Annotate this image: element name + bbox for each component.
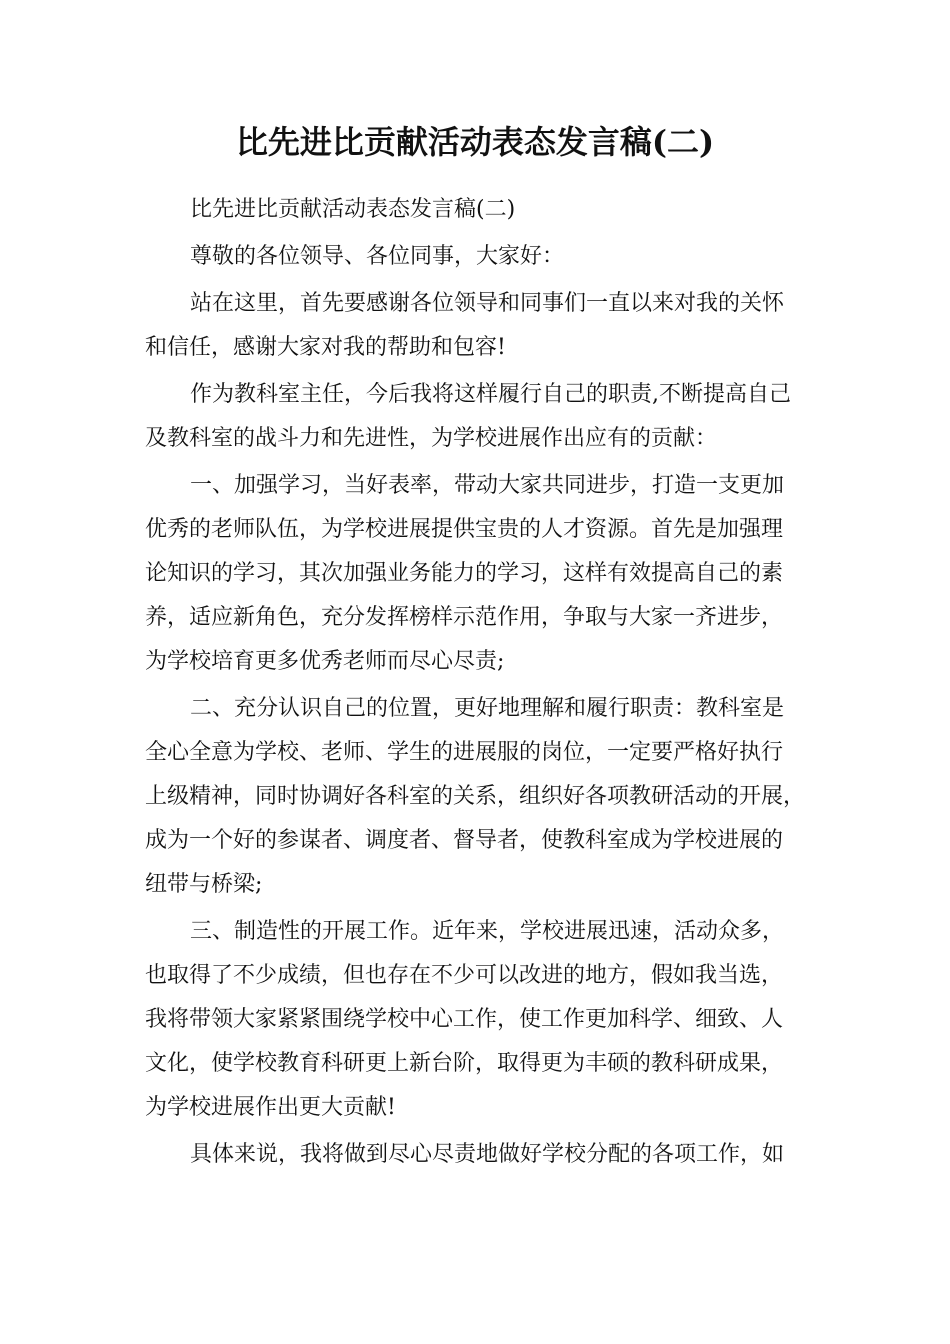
paragraph-line: 二、充分认识自己的位置，更好地理解和履行职责：教科室是 bbox=[190, 696, 785, 721]
paragraph-line: 也取得了不少成绩，但也存在不少可以改进的地方，假如我当选， bbox=[145, 963, 784, 988]
paragraph-line: 成为一个好的参谋者、调度者、督导者，使教科室成为学校进展的 bbox=[145, 828, 784, 853]
subtitle-line: 比先进比贡献活动表态发言稿(二) bbox=[190, 197, 516, 222]
paragraph-line: 我将带领大家紧紧围绕学校中心工作，使工作更加科学、细致、人 bbox=[145, 1007, 784, 1032]
paragraph-line: 文化，使学校教育科研更上新台阶，取得更为丰硕的教科研成果， bbox=[145, 1051, 784, 1076]
greeting-line: 尊敬的各位领导、各位同事，大家好： bbox=[190, 244, 565, 269]
paragraph-line: 及教科室的战斗力和先进性，为学校进展作出应有的贡献： bbox=[145, 426, 718, 451]
paragraph-line: 上级精神，同时协调好各科室的关系，组织好各项教研活动的开展， bbox=[145, 784, 806, 809]
paragraph-line: 纽带与桥梁; bbox=[145, 872, 263, 897]
document-title: 比先进比贡献活动表态发言稿(二) bbox=[235, 123, 715, 161]
paragraph-line: 站在这里，首先要感谢各位领导和同事们一直以来对我的关怀 bbox=[190, 291, 785, 316]
paragraph-line: 三、制造性的开展工作。近年来，学校进展迅速，活动众多， bbox=[190, 919, 785, 944]
paragraph-line: 论知识的学习，其次加强业务能力的学习，这样有效提高自己的素 bbox=[145, 561, 784, 586]
paragraph-line: 养，适应新角色，充分发挥榜样示范作用，争取与大家一齐进步， bbox=[145, 605, 784, 630]
paragraph-line: 和信任，感谢大家对我的帮助和包容! bbox=[145, 335, 506, 360]
document-body bbox=[145, 188, 815, 1177]
paragraph-line: 为学校培育更多优秀老师而尽心尽责; bbox=[145, 649, 505, 674]
paragraph-line: 一、加强学习，当好表率，带动大家共同进步，打造一支更加 bbox=[190, 473, 785, 498]
paragraph-line: 作为教科室主任，今后我将这样履行自己的职责,不断提高自己 bbox=[190, 382, 791, 407]
paragraph-line: 为学校进展作出更大贡献! bbox=[145, 1095, 396, 1120]
paragraph-line: 优秀的老师队伍，为学校进展提供宝贵的人才资源。首先是加强理 bbox=[145, 517, 784, 542]
paragraph-line: 具体来说，我将做到尽心尽责地做好学校分配的各项工作，如 bbox=[190, 1142, 785, 1167]
paragraph-line: 全心全意为学校、老师、学生的进展服的岗位，一定要严格好执行 bbox=[145, 740, 784, 765]
